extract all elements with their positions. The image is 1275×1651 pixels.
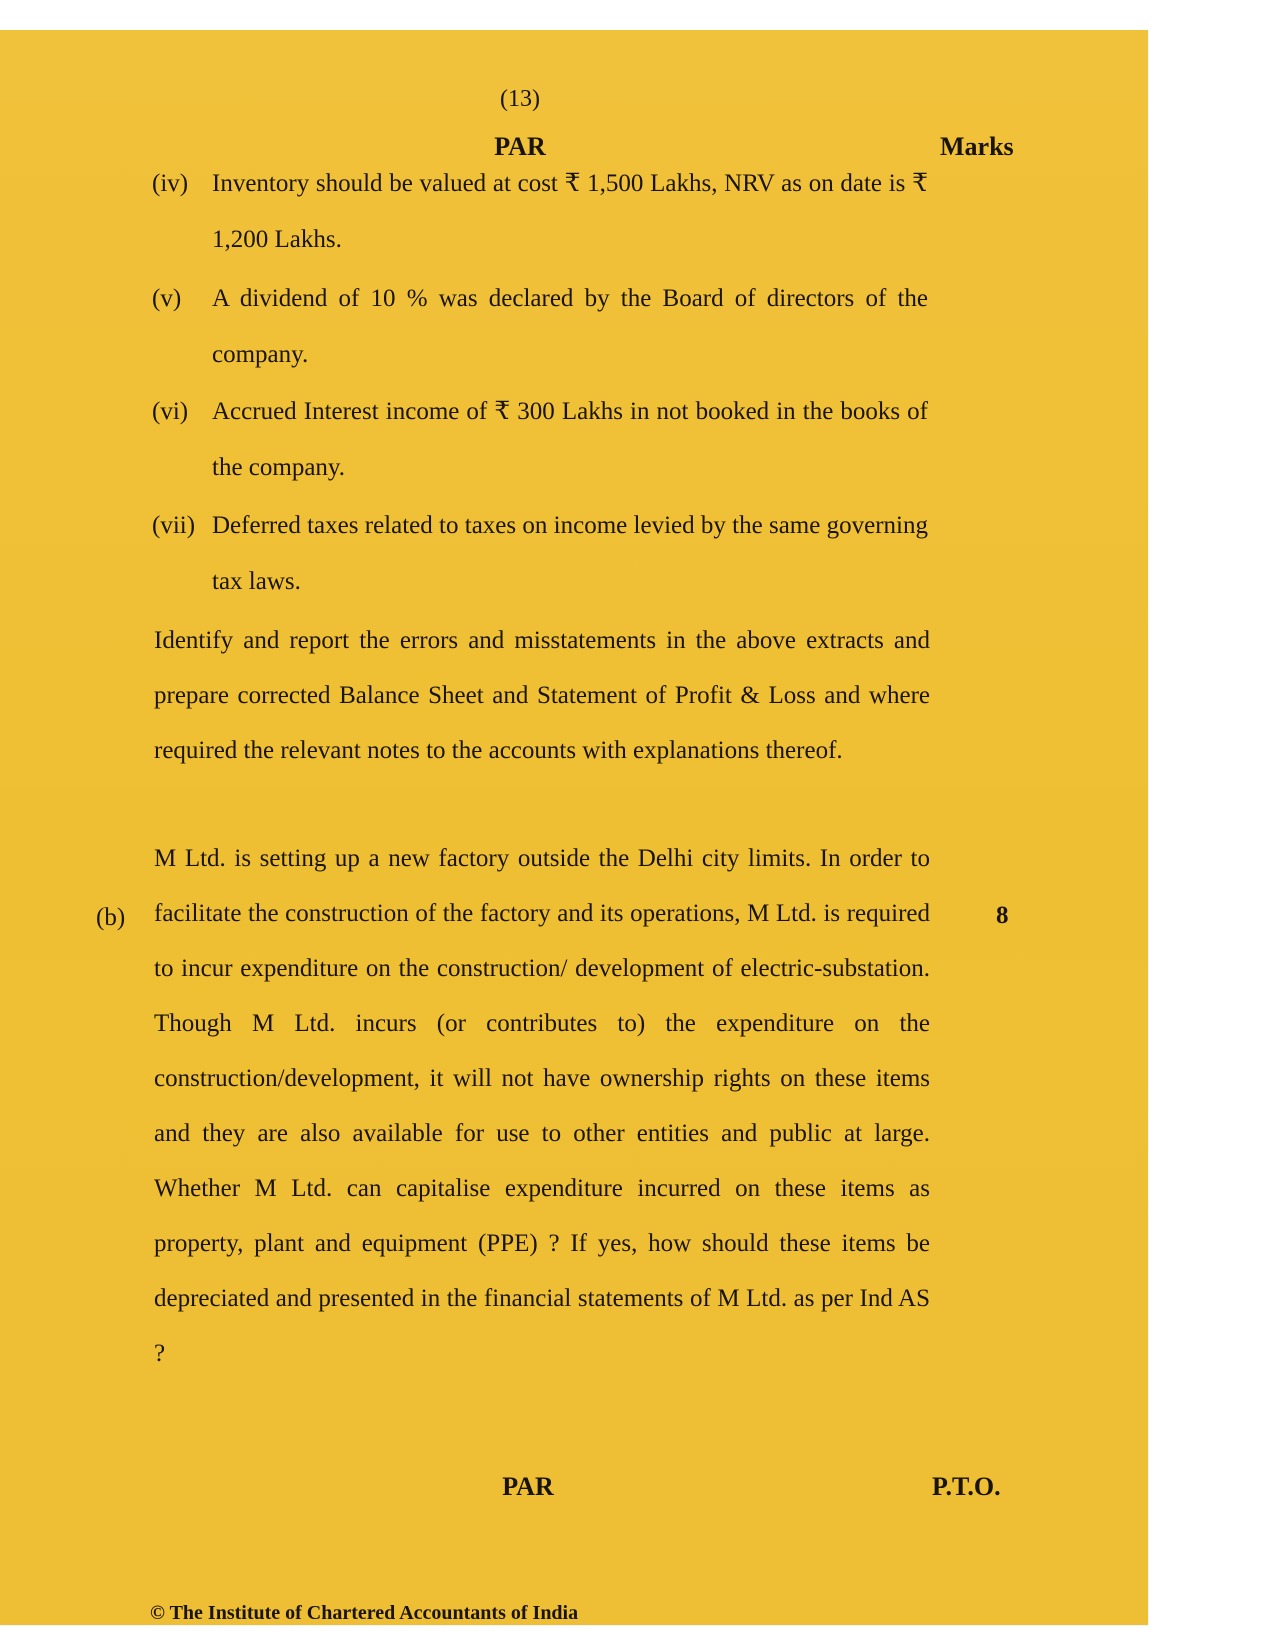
paper-code-header: PAR	[494, 132, 546, 161]
please-turn-over: P.T.O.	[932, 1472, 1001, 1501]
question-part-b-text: M Ltd. is setting up a new factory outside the Delhi city limits. In order to facilitate the construction of the factory and its operations, M Ltd. is required to incur expenditure on the construction/ development of electric-substation. Though M Ltd. incurs (or contributes to) the expenditure on the construction/development, it will not have ownership rights on these items and they are also available for use to other entities and public at large. Whether M Ltd. can capitalise expenditure incurred on these items as property, plant and equipment (PPE) ? If yes, how should these items be depreciated and presented in the financial statements of M Ltd. as per Ind AS ?	[154, 845, 930, 1367]
item-number: (v)	[152, 285, 182, 312]
list-item-vii	[152, 498, 928, 610]
marks-column-heading: Marks	[940, 132, 1014, 161]
item-text: Deferred taxes related to taxes on income levied by the same governing tax laws.	[212, 512, 928, 595]
item-text: Inventory should be valued at cost ₹ 1,500 Lakhs, NRV as on date is ₹ 1,200 Lakhs.	[212, 170, 928, 253]
item-number: (iv)	[152, 170, 189, 197]
question-part-label: (b)	[96, 904, 126, 931]
exam-page	[0, 30, 1148, 1625]
item-number: (vi)	[152, 398, 189, 425]
paper-code-footer: PAR	[502, 1472, 554, 1501]
list-item-vi	[152, 384, 928, 496]
list-item-iv	[152, 156, 928, 268]
list-item-v	[152, 271, 928, 383]
page-number: (13)	[500, 86, 540, 112]
copyright-notice: © The Institute of Chartered Accountants of India	[150, 1602, 579, 1624]
item-text: Accrued Interest income of ₹ 300 Lakhs in not booked in the books of the company.	[212, 398, 928, 481]
item-number: (vii)	[152, 512, 196, 539]
question-marks: 8	[996, 902, 1009, 929]
instruction-paragraph: Identify and report the errors and misstatements in the above extracts and prepare corrected Balance Sheet and Statement of Profit & Loss and where required the relevant notes to the accounts with explanations thereof.	[154, 627, 930, 764]
item-text: A dividend of 10 % was declared by the Board of directors of the company.	[212, 285, 928, 368]
